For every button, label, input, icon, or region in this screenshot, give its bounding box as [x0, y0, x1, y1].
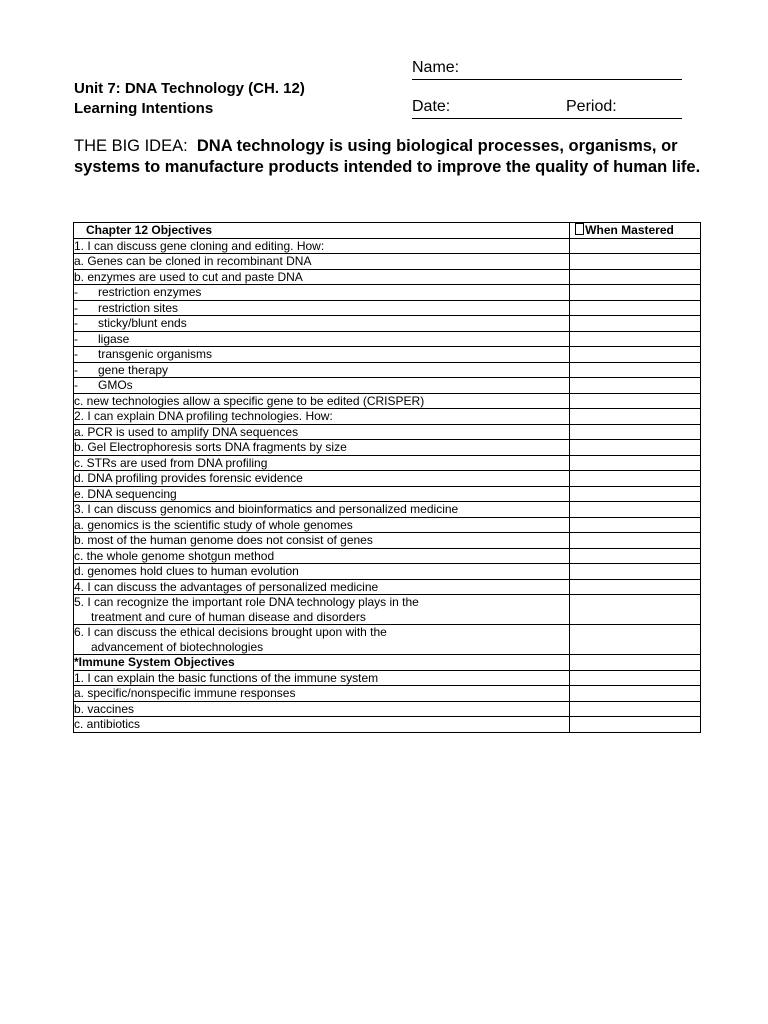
table-row — [74, 686, 701, 702]
objective-cell — [74, 625, 570, 655]
table-header-row — [74, 223, 701, 239]
table-row — [74, 655, 701, 671]
objective-text: 1. I can discuss gene cloning and editing. How: — [74, 238, 570, 254]
date-period-field[interactable] — [412, 98, 682, 119]
objective-bullet — [74, 331, 570, 347]
objectives-header: Chapter 12 Objectives — [74, 223, 570, 239]
table-row — [74, 579, 701, 595]
learning-intentions-title: Learning Intentions — [74, 100, 214, 117]
objective-bullet — [74, 378, 570, 394]
table-row — [74, 548, 701, 564]
objective-text: c. the whole genome shotgun method — [74, 548, 570, 564]
mastered-cell[interactable] — [570, 564, 701, 580]
table-row — [74, 424, 701, 440]
table-row — [74, 486, 701, 502]
objective-text: c. antibiotics — [74, 717, 570, 733]
table-row — [74, 471, 701, 487]
mastered-cell[interactable] — [570, 471, 701, 487]
table-row — [74, 517, 701, 533]
table-row — [74, 285, 701, 301]
dash: - — [74, 316, 78, 330]
big-idea-text: DNA technology is using biological processes, organisms, or systems to manufacture products intended to improve the quality of human life. — [74, 137, 701, 176]
objective-text-cont: treatment and cure of human disease and disorders — [91, 609, 366, 624]
objective-text: 5. I can recognize the important role DNA technology plays in the — [74, 595, 419, 609]
objectives-table — [73, 222, 701, 733]
table-row — [74, 238, 701, 254]
table-row — [74, 670, 701, 686]
mastered-cell[interactable] — [570, 347, 701, 363]
table-row — [74, 564, 701, 580]
mastered-cell[interactable] — [570, 300, 701, 316]
student-info — [412, 59, 682, 119]
table-row — [74, 440, 701, 456]
mastered-cell[interactable] — [570, 424, 701, 440]
objective-text: 2. I can explain DNA profiling technologies. How: — [74, 409, 570, 425]
mastered-cell[interactable] — [570, 579, 701, 595]
dash: - — [74, 378, 78, 392]
objective-text: a. PCR is used to amplify DNA sequences — [74, 424, 570, 440]
objective-bullet — [74, 316, 570, 332]
document-header — [74, 79, 305, 119]
mastered-cell[interactable] — [570, 316, 701, 332]
mastered-cell[interactable] — [570, 670, 701, 686]
period-label: Period: — [566, 98, 617, 115]
table-row — [74, 378, 701, 394]
mastered-cell[interactable] — [570, 378, 701, 394]
objective-text: sticky/blunt ends — [98, 316, 187, 330]
objective-text: 3. I can discuss genomics and bioinformatics and personalized medicine — [74, 502, 570, 518]
objective-text: a. Genes can be cloned in recombinant DNA — [74, 254, 570, 270]
mastered-cell[interactable] — [570, 254, 701, 270]
big-idea-label: THE BIG IDEA: — [74, 137, 188, 155]
dash: - — [74, 347, 78, 361]
objective-text: a. genomics is the scientific study of whole genomes — [74, 517, 570, 533]
table-row — [74, 717, 701, 733]
big-idea — [74, 136, 724, 178]
immune-section-header: *Immune System Objectives — [74, 655, 570, 671]
mastered-cell[interactable] — [570, 269, 701, 285]
unit-title: Unit 7: DNA Technology (CH. 12) — [74, 80, 305, 97]
mastered-cell[interactable] — [570, 393, 701, 409]
objective-text: d. genomes hold clues to human evolution — [74, 564, 570, 580]
mastered-cell[interactable] — [570, 548, 701, 564]
objective-bullet — [74, 362, 570, 378]
objective-text: restriction sites — [98, 300, 179, 315]
mastered-header-label: When Mastered — [585, 223, 674, 237]
mastered-cell[interactable] — [570, 331, 701, 347]
table-row — [74, 254, 701, 270]
table-row — [74, 269, 701, 285]
mastered-cell[interactable] — [570, 285, 701, 301]
table-row — [74, 502, 701, 518]
objective-text-cont: advancement of biotechnologies — [91, 639, 264, 654]
objective-bullet — [74, 347, 570, 363]
name-field[interactable] — [412, 59, 682, 80]
mastered-cell[interactable] — [570, 595, 701, 625]
objective-text: restriction enzymes — [98, 285, 202, 299]
mastered-cell[interactable] — [570, 717, 701, 733]
table-row — [74, 362, 701, 378]
objective-text: b. vaccines — [74, 701, 570, 717]
table-row — [74, 625, 701, 655]
table-row — [74, 455, 701, 471]
objective-text: c. STRs are used from DNA profiling — [74, 455, 570, 471]
table-row — [74, 701, 701, 717]
table-row — [74, 300, 701, 316]
objective-text: d. DNA profiling provides forensic evidence — [74, 471, 570, 487]
date-label: Date: — [412, 98, 451, 115]
mastered-cell[interactable] — [570, 517, 701, 533]
objective-cell — [74, 595, 570, 625]
objective-text: e. DNA sequencing — [74, 486, 570, 502]
table-row — [74, 316, 701, 332]
mastered-cell[interactable] — [570, 686, 701, 702]
dash: - — [74, 300, 78, 315]
mastered-cell[interactable] — [570, 655, 701, 671]
table-row — [74, 409, 701, 425]
mastered-cell[interactable] — [570, 440, 701, 456]
objective-text: GMOs — [98, 378, 133, 392]
mastered-cell[interactable] — [570, 238, 701, 254]
table-row — [74, 347, 701, 363]
objective-text: b. Gel Electrophoresis sorts DNA fragments by size — [74, 440, 570, 456]
table-row — [74, 595, 701, 625]
objective-text: gene therapy — [98, 362, 169, 377]
dash: - — [74, 285, 78, 299]
mastered-cell[interactable] — [570, 409, 701, 425]
objective-text: b. most of the human genome does not consist of genes — [74, 533, 570, 549]
table-row — [74, 393, 701, 409]
objective-text: a. specific/nonspecific immune responses — [74, 686, 570, 702]
mastered-cell[interactable] — [570, 455, 701, 471]
objective-text: b. enzymes are used to cut and paste DNA — [74, 269, 570, 285]
dash: - — [74, 331, 78, 346]
objective-text: 1. I can explain the basic functions of the immune system — [74, 670, 570, 686]
mastered-cell[interactable] — [570, 533, 701, 549]
mastered-cell[interactable] — [570, 486, 701, 502]
mastered-header — [570, 223, 701, 239]
objective-text: transgenic organisms — [98, 347, 213, 361]
mastered-cell[interactable] — [570, 362, 701, 378]
objective-bullet — [74, 285, 570, 301]
table-row — [74, 331, 701, 347]
objective-text: 4. I can discuss the advantages of personalized medicine — [74, 579, 570, 595]
objective-text: 6. I can discuss the ethical decisions brought upon with the — [74, 625, 387, 639]
objective-bullet — [74, 300, 570, 316]
objective-text: ligase — [98, 331, 130, 346]
checkbox-icon — [575, 223, 584, 235]
mastered-cell[interactable] — [570, 502, 701, 518]
mastered-cell[interactable] — [570, 701, 701, 717]
dash: - — [74, 362, 78, 377]
mastered-cell[interactable] — [570, 625, 701, 655]
objective-text: c. new technologies allow a specific gene to be edited (CRISPER) — [74, 393, 570, 409]
table-row — [74, 533, 701, 549]
name-label: Name: — [412, 59, 460, 76]
